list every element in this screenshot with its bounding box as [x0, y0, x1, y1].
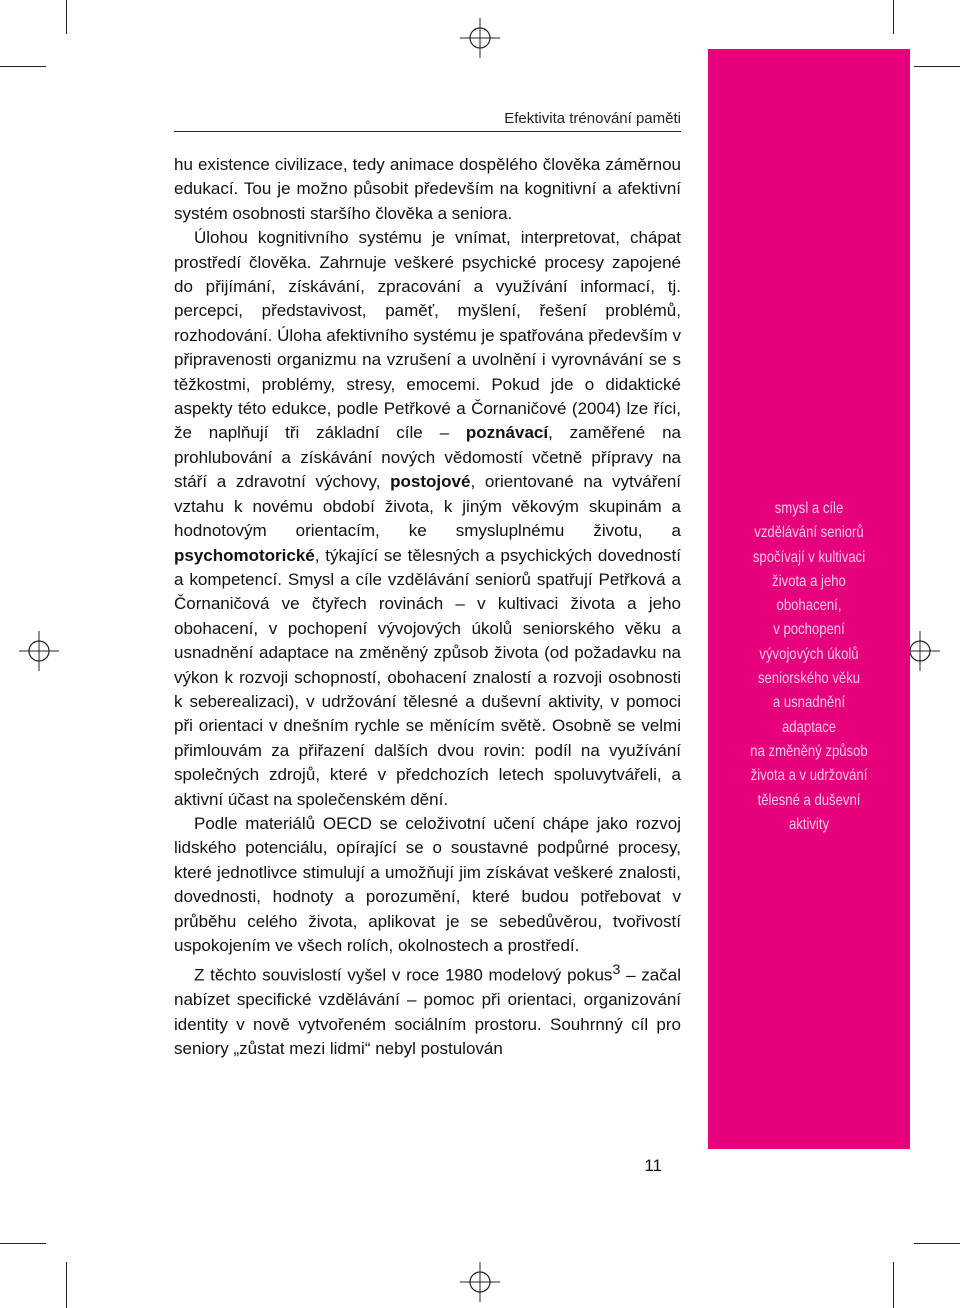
sidebar-line: obohacení,	[776, 597, 842, 615]
crop-mark-bottom-right-v	[893, 1262, 894, 1308]
crop-mark-bottom-left-v	[66, 1262, 67, 1308]
sidebar-line: spočívají v kultivaci	[752, 548, 866, 566]
crop-mark-top-right-h	[914, 66, 960, 67]
paragraph	[174, 812, 681, 958]
footnote-marker[interactable]: 3	[612, 962, 621, 979]
text-run: hu existence civilizace, tedy animace dospělého člověka záměrnou edukací. Tou je možno působit především na kognitivní a afektivní systém osobnosti staršího člověka a seniora.	[174, 155, 681, 223]
paragraph	[174, 153, 681, 226]
sidebar-line: seniorského věku	[757, 670, 861, 688]
text-run: Úlohou kognitivního systému je vnímat, interpretovat, chápat prostředí člověka. Zahrnuje veškeré psychické procesy zapojené do přijímání, získávání, zpracování a využívání informací, tj. percepci, představivost, paměť, myšlení, řešení problémů, rozhodování. Úloha afektivního systému je spatřována především v připravenosti organizmu na vzrušení a uvolnění i vyrovnávání se s těžkostmi, problémy, stresy, emocemi. Pokud jde o didaktické aspekty této edukce, podle Petřkové a Čornaničové (2004) lze říci, že naplňují tři základní cíle –	[174, 228, 681, 443]
sidebar-margin-note	[726, 497, 892, 837]
text-run: Z těchto souvislostí vyšel v roce 1980 modelový pokus	[194, 966, 613, 986]
registration-mark-top-icon	[460, 18, 500, 58]
crop-mark-top-right-v	[893, 0, 894, 34]
bold-term: psychomotorické	[174, 545, 315, 565]
sidebar-line: adaptace	[782, 718, 836, 736]
bold-term: poznávací	[465, 423, 549, 443]
text-run: , zaměřené na prohlubování a získávání nových vědomostí včetně přípravy na stáří a zdravotní výchovy,	[174, 423, 681, 492]
sidebar-line: na změněný způsob	[750, 742, 868, 760]
sidebar-line: vzdělávání seniorů	[754, 524, 864, 542]
sidebar-line: vývojových úkolů	[759, 645, 859, 663]
text-run: , orientované na vytváření vztahu k novému období života, k jiným věkovým skupinám a hodnotovým orientacím, ke smysluplnému životu, a	[174, 472, 681, 541]
sidebar-line: a usnadnění	[772, 694, 846, 712]
sidebar-line: života a v udržování	[750, 767, 868, 785]
sidebar-line: smysl a cíle	[774, 500, 844, 517]
text-run: , týkající se tělesných a psychických dovedností a kompetencí. Smysl a cíle vzdělávání seniorů spatřují Petřková a Čornaničová ve čtyřech rovinách – v kultivaci života a jeho obohacení, v pochopení vývojových úkolů seniorského věku a usnadnění adaptace na změněný způsob života (od požadavku na výkon k rozvoji schopností, obohacení znalostí a rozvoji osobnosti k seberealizaci), v udržování tělesné a duševní aktivity, v pomoci při orientaci v dnešním rychle se měnícím světě. Osobně se velmi přimlouvám za přiřazení dalších dvou rovin: podíl na využívání společných zdrojů, které v předchozích letech spoluvytvářeli, a aktivní účast na společenském dění.	[174, 545, 681, 809]
page-number: 11	[644, 1156, 662, 1175]
bold-term: postojové	[390, 472, 471, 492]
crop-mark-bottom-left-h	[0, 1243, 46, 1244]
paragraph	[174, 958, 681, 1061]
registration-mark-bottom-icon	[460, 1262, 500, 1302]
sidebar-line: tělesné a duševní	[757, 791, 861, 809]
running-header: Efektivita trénování paměti	[174, 110, 681, 132]
sidebar-line: aktivity	[788, 815, 830, 833]
paragraph	[174, 226, 681, 812]
text-run: – začal nabízet specifické vzdělávání – pomoc při orientaci, organizování identity v nově vytvořeném sociálním prostoru. Souhrnný cíl pro seniory „zůstat mezi lidmi“ nebyl postulován	[174, 966, 681, 1059]
crop-mark-top-left-v	[66, 0, 67, 34]
sidebar-line: života a jeho	[772, 572, 846, 590]
text-run: Podle materiálů OECD se celoživotní učení chápe jako rozvoj lidského potenciálu, opírající se o soustavné podpůrné procesy, které jednotlivce stimulují a umožňují jim získávat veškeré znalosti, dovednosti, hodnoty a porozumění, které budou potřebovat v průběhu celého života, aplikovat je se sebedůvěrou, tvořivostí uspokojením ve všech rolích, okolnostech a prostředí.	[174, 813, 681, 955]
sidebar-line: v pochopení	[773, 621, 845, 639]
main-text	[174, 153, 681, 1062]
crop-mark-top-left-h	[0, 66, 46, 67]
crop-mark-bottom-right-h	[914, 1243, 960, 1244]
registration-mark-left-icon	[19, 631, 59, 671]
